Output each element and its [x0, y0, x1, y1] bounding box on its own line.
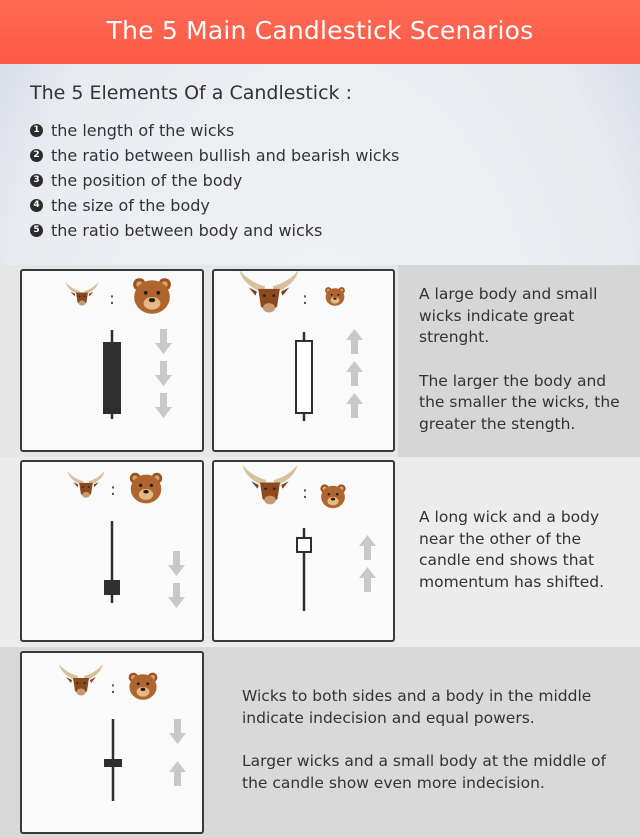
- number-badge: 1: [30, 124, 43, 137]
- separator-label: :: [109, 289, 115, 309]
- scenario-panel-indecision: [20, 651, 204, 834]
- list-item-text: the ratio between body and wicks: [51, 221, 323, 240]
- list-item: [30, 118, 399, 143]
- description-line: The larger the body and: [419, 371, 607, 390]
- scenario-3-description: [242, 686, 606, 794]
- bear-icon: [129, 673, 158, 700]
- description-line: the candle show even more indecision.: [242, 773, 545, 792]
- number-badge: 4: [30, 199, 43, 212]
- separator-label: :: [302, 289, 308, 309]
- scenario-panel-bearish-strength: [20, 269, 204, 452]
- elements-title: The 5 Elements Of a Candlestick :: [30, 82, 352, 104]
- candlestick-icon: [296, 332, 312, 421]
- number-badge: 5: [30, 224, 43, 237]
- separator-label: :: [110, 480, 116, 500]
- list-item: [30, 218, 399, 243]
- candlestick-icon: [104, 521, 120, 603]
- description-line: strenght.: [419, 328, 490, 346]
- bull-icon: [66, 282, 99, 306]
- list-item: [30, 168, 399, 193]
- scenario-panel-bullish-strength: [212, 269, 395, 452]
- bull-icon: [67, 471, 104, 498]
- separator-label: :: [110, 678, 116, 698]
- description-line: the smaller the wicks, the: [419, 393, 620, 411]
- description-line: Wicks to both sides and a body in the middle: [242, 687, 592, 705]
- list-item-text: the length of the wicks: [51, 121, 235, 140]
- description-line: candle end shows that: [419, 551, 595, 569]
- description-line: wicks indicate great: [419, 306, 575, 325]
- description-line: indicate indecision and equal powers.: [242, 708, 535, 727]
- bull-icon: [59, 664, 103, 696]
- description-line: greater the stength.: [419, 414, 576, 433]
- number-badge: 2: [30, 149, 43, 162]
- bear-icon: [320, 484, 345, 508]
- elements-section: [30, 82, 399, 243]
- description-line: near the other of the: [419, 529, 582, 548]
- bull-icon: [239, 271, 298, 313]
- down-arrow-icon: [155, 329, 172, 418]
- candlestick-icon: [297, 528, 311, 611]
- list-item-text: the ratio between bullish and bearish wicks: [51, 146, 400, 165]
- scenario-1-description: [419, 284, 620, 435]
- list-item-text: the position of the body: [51, 171, 243, 190]
- down-arrow-icon: [169, 719, 186, 744]
- description-line: A long wick and a body: [419, 508, 600, 526]
- list-item: [30, 193, 399, 218]
- down-arrow-icon: [168, 551, 185, 608]
- description-line: momentum has shifted.: [419, 572, 605, 591]
- scenario-2-description: [419, 507, 604, 593]
- list-item: [30, 143, 399, 168]
- page-title: The 5 Main Candlestick Scenarios: [0, 0, 640, 64]
- bear-icon: [130, 473, 162, 504]
- bull-icon: [243, 465, 298, 504]
- candlestick-icon: [103, 330, 121, 419]
- scenario-panel-bullish-shift: [212, 460, 395, 642]
- bear-icon: [325, 287, 345, 306]
- up-arrow-icon: [169, 761, 186, 786]
- up-arrow-icon: [346, 329, 363, 418]
- bear-icon: [133, 278, 171, 314]
- scenario-panel-bearish-shift: [20, 460, 204, 642]
- candlestick-icon: [104, 719, 122, 801]
- elements-list: [30, 118, 399, 243]
- list-item-text: the size of the body: [51, 196, 210, 215]
- number-badge: 3: [30, 174, 43, 187]
- up-arrow-icon: [359, 535, 376, 592]
- separator-label: :: [302, 483, 308, 503]
- description-line: A large body and small: [419, 285, 598, 303]
- description-line: Larger wicks and a small body at the middle of: [242, 752, 607, 770]
